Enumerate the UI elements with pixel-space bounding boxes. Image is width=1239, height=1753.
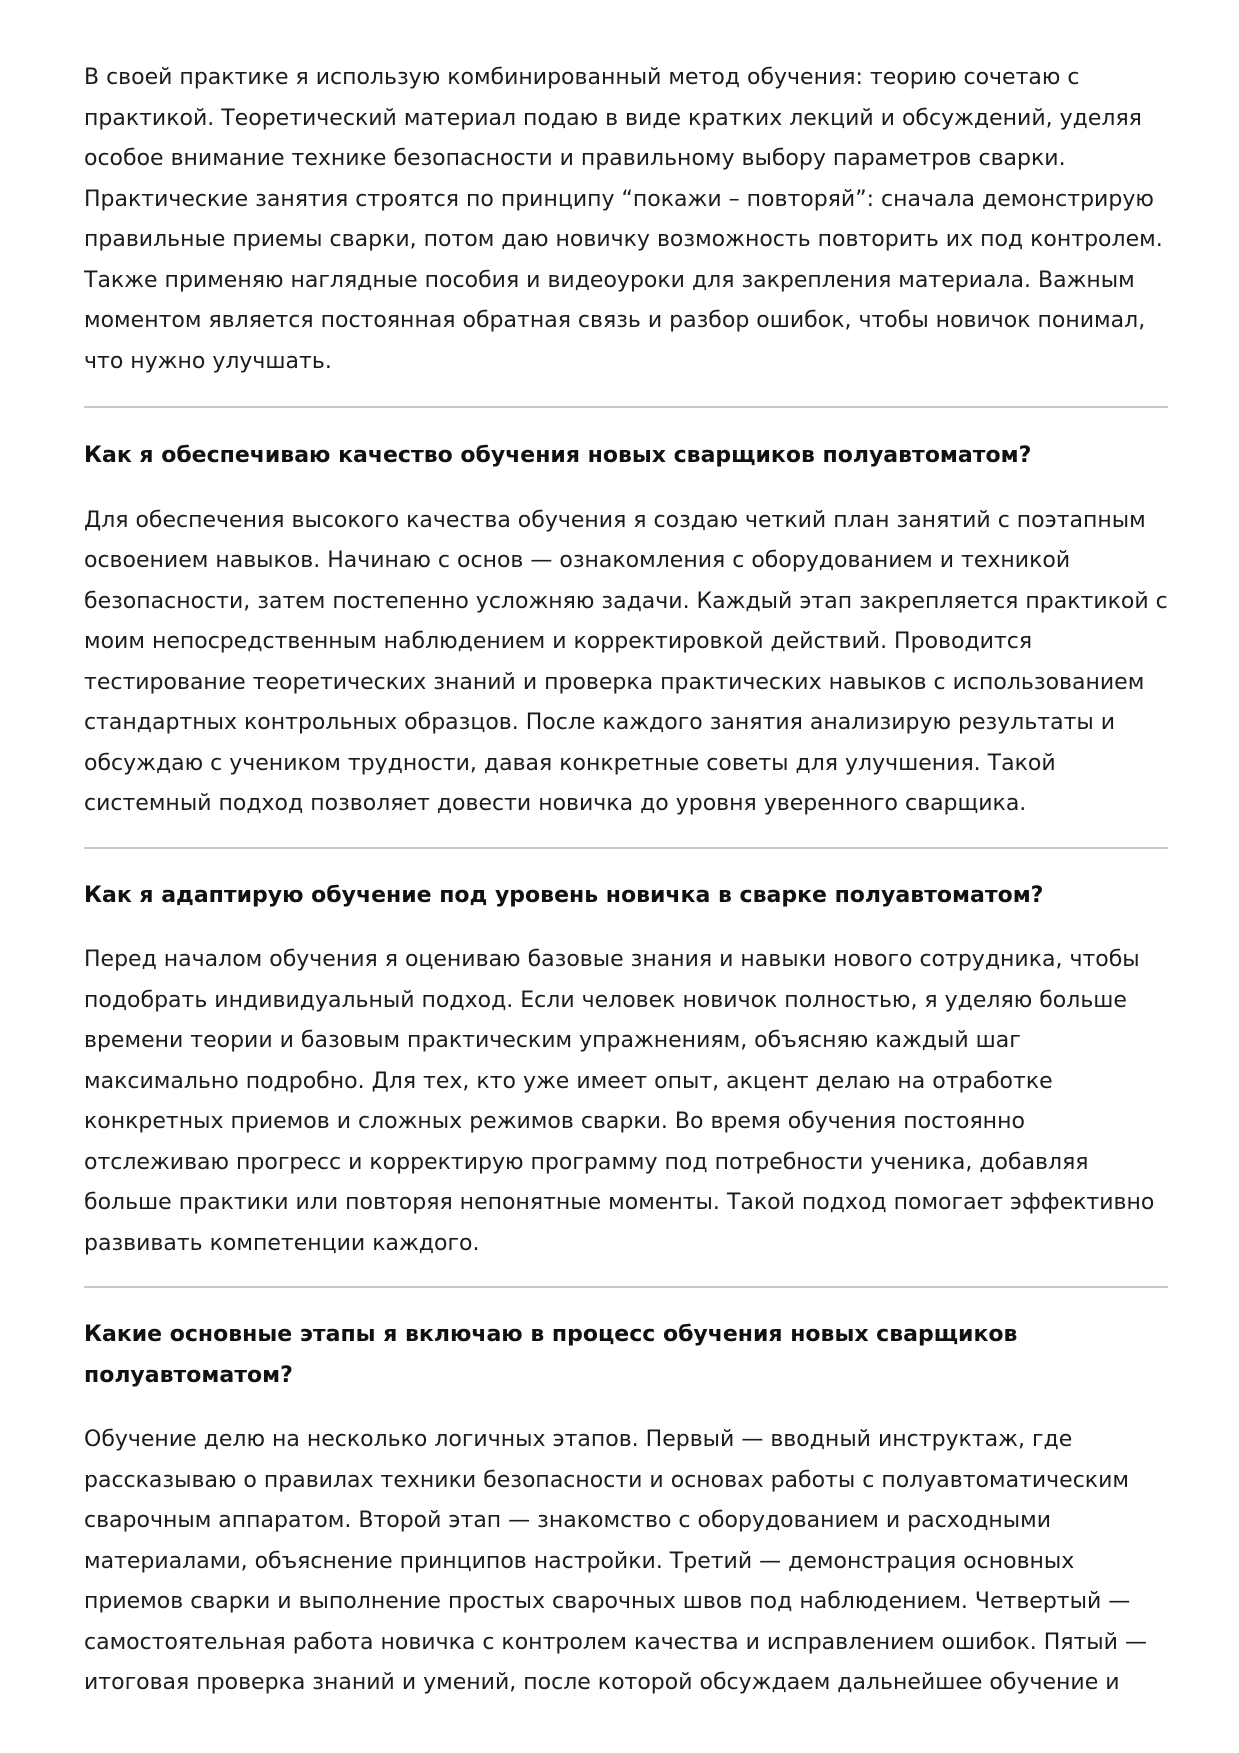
question-heading-adaptation: Как я адаптирую обучение под уровень новичка в сварке полуавтоматом? xyxy=(84,882,1044,908)
question-heading-stages: Какие основные этапы я включаю в процесс обучения новых сварщиков полуавтоматом? xyxy=(84,1322,1018,1388)
section-divider xyxy=(84,1286,1168,1288)
paragraph-quality: Для обеспечения высокого качества обучения я создаю четкий план занятий с поэтапным освоением навыков. Начинаю с основ — ознакомления с оборудованием и техникой безопасности, затем постепенно усложняю задачи. Каждый этап закрепляется практикой с моим непосредственным наблюдением и корректировкой действий. Проводится тестирование теоретических знаний и проверка практических навыков с использованием стандартных контрольных образцов. После каждого занятия анализирую результаты и обсуждаю с учеником трудности, давая конкретные советы для улучшения. Такой системный подход позволяет довести новичка до уровня уверенного сварщика. xyxy=(84,507,1168,816)
paragraph-adaptation: Перед началом обучения я оцениваю базовые знания и навыки нового сотрудника, чтобы подобрать индивидуальный подход. Если человек новичок полностью, я уделяю больше времени теории и базовым практическим упражнениям, объясняю каждый шаг максимально подробно. Для тех, кто уже имеет опыт, акцент делаю на отработке конкретных приемов и сложных режимов сварки. Во время обучения постоянно отслеживаю прогресс и корректирую программу под потребности ученика, добавляя больше практики или повторяя непонятные моменты. Такой подход помогает эффективно развивать компетенции каждого. xyxy=(84,947,1155,1256)
document-page xyxy=(84,58,1168,1704)
question-heading-quality: Как я обеспечиваю качество обучения новых сварщиков полуавтоматом? xyxy=(84,443,1032,468)
section-divider xyxy=(84,847,1168,849)
paragraph-training-method: В своей практике я использую комбинированный метод обучения: теорию сочетаю с практикой. Теоретический материал подаю в виде кратких лекций и обсуждений, уделяя особое внимание технике безопасности и правильному выбору параметров сварки. Практические занятия строятся по принципу “покажи – повторяй”: сначала демонстрирую правильные приемы сварки, потом даю новичку возможность повторить их под контролем. Также применяю наглядные пособия и видеоуроки для закрепления материала. Важным моментом является постоянная обратная связь и разбор ошибок, чтобы новичок понимал, что нужно улучшать. xyxy=(84,65,1163,374)
paragraph-stages: Обучение делю на несколько логичных этапов. Первый — вводный инструктаж, где рассказываю о правилах техники безопасности и основах работы с полуавтоматическим сварочным аппаратом. Второй этап — знакомство с оборудованием и расходными материалами, объяснение принципов настройки. Третий — демонстрация основных приемов сварки и выполнение простых сварочных швов под наблюдением. Четвертый — самостоятельная работа новичка с контролем качества и исправлением ошибок. Пятый — итоговая проверка знаний и умений, после которой обсуждаем дальнейшее обучение и xyxy=(84,1427,1147,1695)
section-divider xyxy=(84,406,1168,408)
